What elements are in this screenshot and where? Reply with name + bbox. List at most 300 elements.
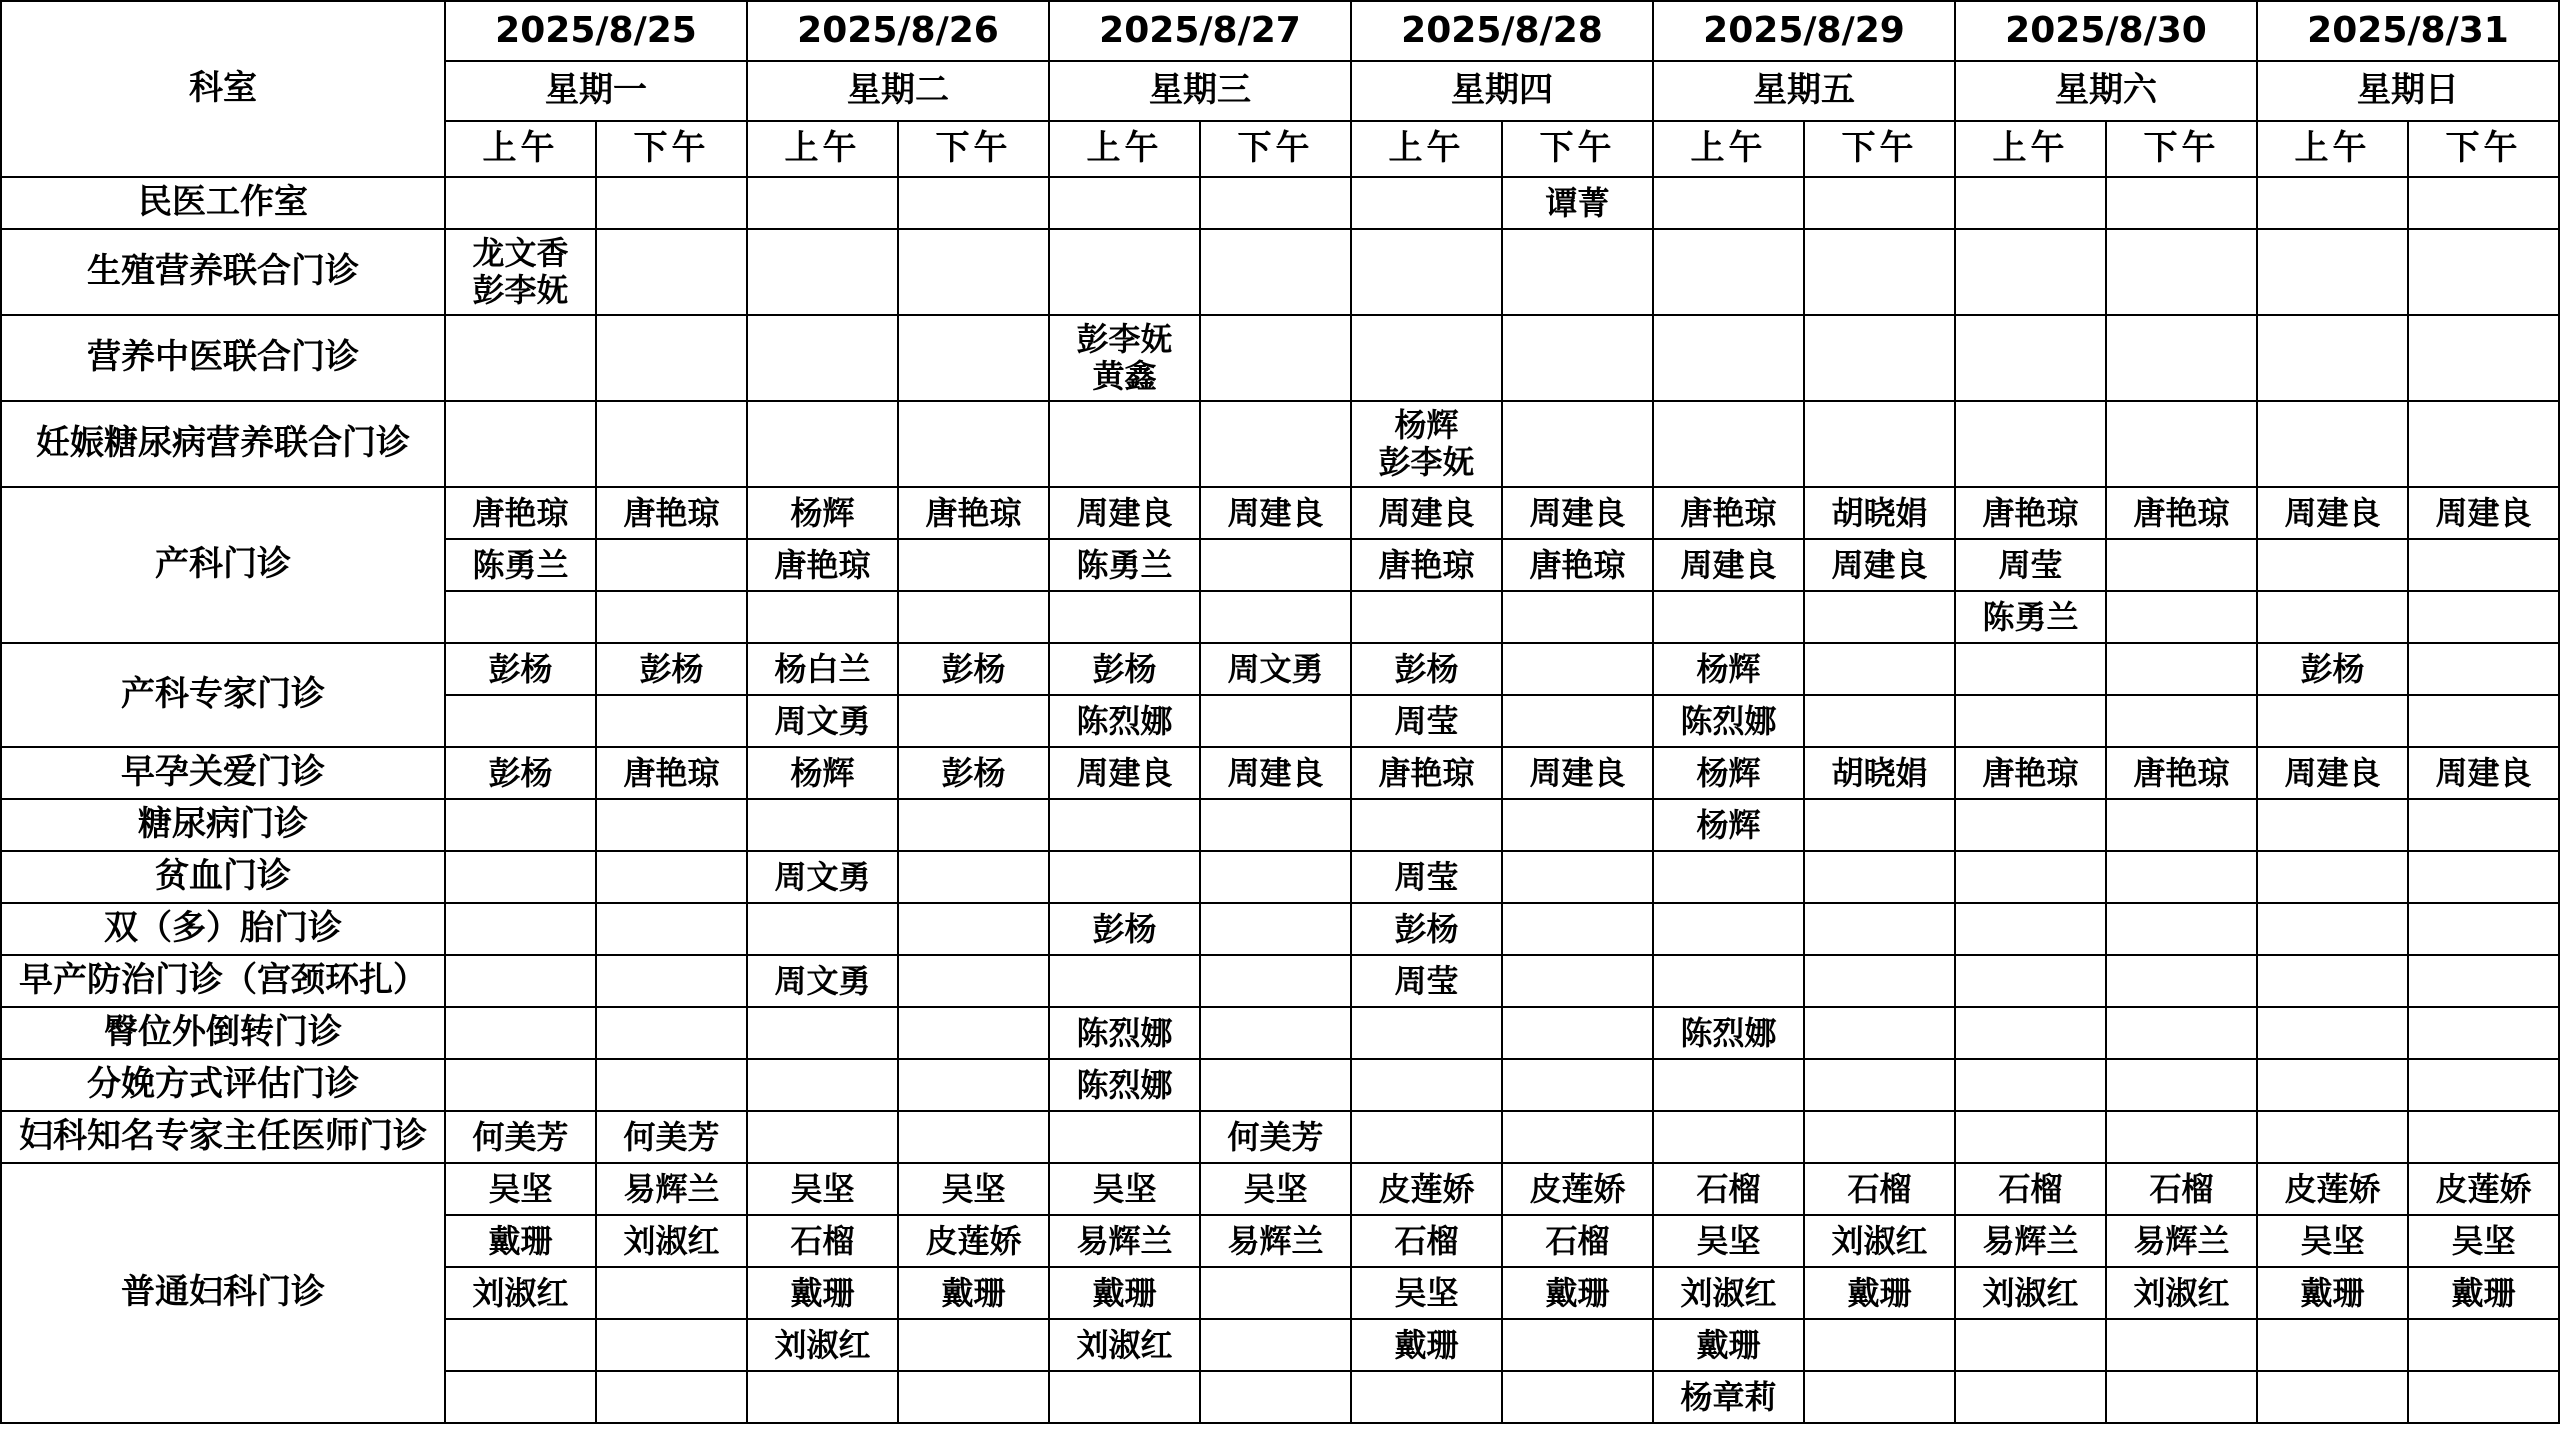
half-day-header: 下午 xyxy=(1805,122,1956,178)
doctor-cell xyxy=(1805,1112,1956,1164)
doctor-cell: 戴珊 xyxy=(2258,1268,2409,1320)
doctor-cell: 唐艳琼 xyxy=(1956,748,2107,800)
doctor-cell: 杨辉 xyxy=(1654,644,1805,696)
doctor-cell: 龙文香 彭李妩 xyxy=(446,230,597,316)
doctor-cell: 周莹 xyxy=(1352,956,1503,1008)
doctor-cell xyxy=(597,540,748,592)
doctor-cell xyxy=(1805,230,1956,316)
doctor-cell xyxy=(748,230,899,316)
doctor-cell xyxy=(597,316,748,402)
doctor-cell xyxy=(2258,1112,2409,1164)
doctor-cell xyxy=(1352,178,1503,230)
doctor-cell: 杨辉 xyxy=(1654,800,1805,852)
doctor-cell xyxy=(1201,1008,1352,1060)
doctor-cell: 彭杨 xyxy=(597,644,748,696)
doctor-cell xyxy=(1805,592,1956,644)
doctor-cell xyxy=(748,1060,899,1112)
doctor-cell xyxy=(1956,1112,2107,1164)
doctor-cell xyxy=(1805,1008,1956,1060)
doctor-cell xyxy=(2258,1060,2409,1112)
doctor-cell xyxy=(1956,402,2107,488)
half-day-header: 上午 xyxy=(748,122,899,178)
doctor-cell: 吴坚 xyxy=(1352,1268,1503,1320)
doctor-cell xyxy=(1956,644,2107,696)
doctor-cell xyxy=(2107,904,2258,956)
doctor-cell: 吴坚 xyxy=(2258,1216,2409,1268)
doctor-cell xyxy=(2409,1372,2560,1424)
doctor-cell xyxy=(2107,178,2258,230)
doctor-cell xyxy=(1503,1372,1654,1424)
doctor-cell: 谭菁 xyxy=(1503,178,1654,230)
doctor-cell xyxy=(1503,800,1654,852)
doctor-cell xyxy=(597,800,748,852)
date-header: 2025/8/31 xyxy=(2258,0,2560,62)
department-name: 产科专家门诊 xyxy=(0,644,446,748)
doctor-cell xyxy=(748,402,899,488)
doctor-cell: 周建良 xyxy=(1503,748,1654,800)
doctor-cell xyxy=(446,696,597,748)
doctor-cell: 何美芳 xyxy=(597,1112,748,1164)
doctor-cell xyxy=(446,800,597,852)
doctor-cell xyxy=(1503,904,1654,956)
doctor-cell: 周莹 xyxy=(1352,696,1503,748)
doctor-cell: 石榴 xyxy=(1503,1216,1654,1268)
doctor-cell xyxy=(748,1112,899,1164)
doctor-cell xyxy=(1050,178,1201,230)
doctor-cell: 戴珊 xyxy=(1654,1320,1805,1372)
doctor-cell: 刘淑红 xyxy=(1654,1268,1805,1320)
date-header: 2025/8/27 xyxy=(1050,0,1352,62)
doctor-cell xyxy=(2258,852,2409,904)
doctor-cell: 皮莲娇 xyxy=(2409,1164,2560,1216)
half-day-header: 下午 xyxy=(1503,122,1654,178)
doctor-cell xyxy=(899,1060,1050,1112)
doctor-cell: 唐艳琼 xyxy=(748,540,899,592)
half-day-header: 上午 xyxy=(2258,122,2409,178)
doctor-cell xyxy=(2107,1060,2258,1112)
doctor-cell xyxy=(2107,316,2258,402)
doctor-cell: 彭杨 xyxy=(899,748,1050,800)
doctor-cell xyxy=(899,316,1050,402)
doctor-cell: 刘淑红 xyxy=(748,1320,899,1372)
doctor-cell xyxy=(1352,1060,1503,1112)
doctor-cell: 周文勇 xyxy=(748,852,899,904)
doctor-cell xyxy=(1805,1372,1956,1424)
doctor-cell: 周建良 xyxy=(2409,488,2560,540)
doctor-cell xyxy=(2409,402,2560,488)
doctor-cell xyxy=(748,1008,899,1060)
doctor-cell xyxy=(1503,230,1654,316)
department-name: 产科门诊 xyxy=(0,488,446,644)
doctor-cell xyxy=(1503,1320,1654,1372)
doctor-cell xyxy=(1503,592,1654,644)
doctor-cell xyxy=(2107,540,2258,592)
doctor-cell xyxy=(2107,592,2258,644)
doctor-cell xyxy=(899,1008,1050,1060)
department-name: 营养中医联合门诊 xyxy=(0,316,446,402)
weekday-header: 星期六 xyxy=(1956,62,2258,122)
doctor-cell: 周建良 xyxy=(1201,488,1352,540)
doctor-cell: 皮莲娇 xyxy=(1352,1164,1503,1216)
doctor-cell: 陈勇兰 xyxy=(1956,592,2107,644)
doctor-cell: 彭杨 xyxy=(1352,904,1503,956)
doctor-cell xyxy=(597,178,748,230)
doctor-cell: 刘淑红 xyxy=(1956,1268,2107,1320)
doctor-cell xyxy=(899,956,1050,1008)
doctor-cell xyxy=(1503,1112,1654,1164)
doctor-cell xyxy=(1654,230,1805,316)
doctor-cell xyxy=(2409,230,2560,316)
doctor-cell xyxy=(1352,800,1503,852)
doctor-cell xyxy=(1956,1320,2107,1372)
doctor-cell: 吴坚 xyxy=(1201,1164,1352,1216)
doctor-cell: 戴珊 xyxy=(1352,1320,1503,1372)
doctor-cell xyxy=(2258,1320,2409,1372)
doctor-cell: 杨章莉 xyxy=(1654,1372,1805,1424)
doctor-cell: 彭杨 xyxy=(1050,644,1201,696)
doctor-cell xyxy=(899,696,1050,748)
doctor-cell xyxy=(748,316,899,402)
department-name: 普通妇科门诊 xyxy=(0,1164,446,1424)
doctor-cell: 石榴 xyxy=(748,1216,899,1268)
doctor-cell xyxy=(1805,956,1956,1008)
doctor-cell: 皮莲娇 xyxy=(899,1216,1050,1268)
weekday-header: 星期日 xyxy=(2258,62,2560,122)
doctor-cell: 彭杨 xyxy=(446,644,597,696)
doctor-cell xyxy=(1201,178,1352,230)
doctor-cell: 吴坚 xyxy=(446,1164,597,1216)
doctor-cell xyxy=(2409,800,2560,852)
doctor-cell xyxy=(1956,800,2107,852)
doctor-cell xyxy=(446,592,597,644)
doctor-cell xyxy=(597,852,748,904)
doctor-cell xyxy=(1201,1372,1352,1424)
doctor-cell: 戴珊 xyxy=(446,1216,597,1268)
doctor-cell: 唐艳琼 xyxy=(2107,748,2258,800)
doctor-cell xyxy=(899,592,1050,644)
doctor-cell xyxy=(1352,1372,1503,1424)
doctor-cell xyxy=(446,316,597,402)
doctor-cell xyxy=(1654,852,1805,904)
doctor-cell xyxy=(2258,800,2409,852)
doctor-cell xyxy=(597,592,748,644)
doctor-cell: 唐艳琼 xyxy=(1503,540,1654,592)
doctor-cell xyxy=(1805,904,1956,956)
doctor-cell: 石榴 xyxy=(1352,1216,1503,1268)
doctor-cell xyxy=(1201,1060,1352,1112)
doctor-cell xyxy=(899,1112,1050,1164)
doctor-cell xyxy=(1503,1060,1654,1112)
doctor-cell: 吴坚 xyxy=(2409,1216,2560,1268)
doctor-cell: 刘淑红 xyxy=(597,1216,748,1268)
doctor-cell xyxy=(1050,852,1201,904)
doctor-cell: 周文勇 xyxy=(748,956,899,1008)
doctor-cell xyxy=(597,696,748,748)
doctor-cell xyxy=(748,800,899,852)
date-header: 2025/8/28 xyxy=(1352,0,1654,62)
half-day-header: 上午 xyxy=(1352,122,1503,178)
doctor-cell xyxy=(2258,540,2409,592)
doctor-cell xyxy=(2258,402,2409,488)
doctor-cell: 周莹 xyxy=(1956,540,2107,592)
half-day-header: 下午 xyxy=(899,122,1050,178)
doctor-cell: 戴珊 xyxy=(1050,1268,1201,1320)
half-day-header: 上午 xyxy=(446,122,597,178)
doctor-cell xyxy=(1201,540,1352,592)
doctor-cell xyxy=(1050,592,1201,644)
doctor-cell xyxy=(597,1268,748,1320)
doctor-cell xyxy=(1956,956,2107,1008)
doctor-cell xyxy=(1201,904,1352,956)
doctor-cell xyxy=(2409,1060,2560,1112)
doctor-cell xyxy=(2409,1008,2560,1060)
doctor-cell xyxy=(2107,644,2258,696)
doctor-cell: 石榴 xyxy=(1805,1164,1956,1216)
doctor-cell: 杨辉 xyxy=(748,488,899,540)
doctor-cell xyxy=(1805,644,1956,696)
doctor-cell: 刘淑红 xyxy=(446,1268,597,1320)
doctor-cell xyxy=(1956,696,2107,748)
doctor-cell: 石榴 xyxy=(1956,1164,2107,1216)
doctor-cell xyxy=(1201,852,1352,904)
doctor-cell: 唐艳琼 xyxy=(597,488,748,540)
doctor-cell xyxy=(597,1320,748,1372)
doctor-cell xyxy=(1654,956,1805,1008)
department-name: 妇科知名专家主任医师门诊 xyxy=(0,1112,446,1164)
department-name: 双（多）胎门诊 xyxy=(0,904,446,956)
doctor-cell xyxy=(899,230,1050,316)
doctor-cell xyxy=(446,178,597,230)
doctor-cell xyxy=(2258,956,2409,1008)
doctor-cell: 胡晓娟 xyxy=(1805,748,1956,800)
doctor-cell: 易辉兰 xyxy=(1956,1216,2107,1268)
doctor-cell xyxy=(899,540,1050,592)
doctor-cell xyxy=(1201,956,1352,1008)
doctor-cell xyxy=(2258,316,2409,402)
doctor-cell xyxy=(1654,1060,1805,1112)
doctor-cell: 周建良 xyxy=(1503,488,1654,540)
doctor-cell xyxy=(1050,956,1201,1008)
half-day-header: 上午 xyxy=(1654,122,1805,178)
doctor-cell xyxy=(1805,852,1956,904)
doctor-cell xyxy=(2258,592,2409,644)
doctor-cell: 周建良 xyxy=(1654,540,1805,592)
doctor-cell xyxy=(2107,956,2258,1008)
doctor-cell xyxy=(1956,230,2107,316)
doctor-cell xyxy=(1956,852,2107,904)
doctor-cell xyxy=(899,800,1050,852)
doctor-cell xyxy=(446,852,597,904)
doctor-cell: 戴珊 xyxy=(899,1268,1050,1320)
doctor-cell: 胡晓娟 xyxy=(1805,488,1956,540)
doctor-cell xyxy=(1654,592,1805,644)
doctor-cell xyxy=(2409,178,2560,230)
doctor-cell xyxy=(2107,1008,2258,1060)
doctor-cell: 刘淑红 xyxy=(1805,1216,1956,1268)
doctor-cell xyxy=(1201,316,1352,402)
doctor-cell xyxy=(1805,800,1956,852)
doctor-cell xyxy=(1654,178,1805,230)
doctor-cell: 戴珊 xyxy=(748,1268,899,1320)
doctor-cell: 何美芳 xyxy=(446,1112,597,1164)
date-header: 2025/8/30 xyxy=(1956,0,2258,62)
doctor-cell xyxy=(2409,956,2560,1008)
doctor-cell: 周建良 xyxy=(1050,748,1201,800)
department-name: 妊娠糖尿病营养联合门诊 xyxy=(0,402,446,488)
doctor-cell xyxy=(2107,230,2258,316)
doctor-cell xyxy=(597,1372,748,1424)
doctor-cell: 吴坚 xyxy=(1050,1164,1201,1216)
doctor-cell xyxy=(2107,402,2258,488)
date-header: 2025/8/29 xyxy=(1654,0,1956,62)
doctor-cell xyxy=(899,852,1050,904)
doctor-cell: 唐艳琼 xyxy=(1654,488,1805,540)
doctor-cell xyxy=(1503,956,1654,1008)
doctor-cell xyxy=(1201,230,1352,316)
department-name: 生殖营养联合门诊 xyxy=(0,230,446,316)
doctor-cell: 杨辉 xyxy=(748,748,899,800)
department-name: 臀位外倒转门诊 xyxy=(0,1008,446,1060)
doctor-cell: 唐艳琼 xyxy=(597,748,748,800)
doctor-cell: 杨辉 彭李妩 xyxy=(1352,402,1503,488)
doctor-cell xyxy=(2409,904,2560,956)
doctor-cell xyxy=(1503,402,1654,488)
department-name: 民医工作室 xyxy=(0,178,446,230)
doctor-cell xyxy=(1503,644,1654,696)
doctor-cell xyxy=(1654,1112,1805,1164)
doctor-cell xyxy=(1352,230,1503,316)
doctor-cell xyxy=(899,402,1050,488)
doctor-cell xyxy=(2107,800,2258,852)
doctor-cell: 吴坚 xyxy=(899,1164,1050,1216)
doctor-cell: 何美芳 xyxy=(1201,1112,1352,1164)
doctor-cell: 周建良 xyxy=(1352,488,1503,540)
doctor-cell: 易辉兰 xyxy=(597,1164,748,1216)
doctor-cell: 唐艳琼 xyxy=(446,488,597,540)
doctor-cell: 唐艳琼 xyxy=(1352,748,1503,800)
doctor-cell xyxy=(597,956,748,1008)
doctor-cell: 皮莲娇 xyxy=(1503,1164,1654,1216)
doctor-cell xyxy=(1956,1008,2107,1060)
weekday-header: 星期一 xyxy=(446,62,748,122)
doctor-cell xyxy=(1503,696,1654,748)
doctor-cell: 陈烈娜 xyxy=(1050,1008,1201,1060)
doctor-cell: 彭杨 xyxy=(446,748,597,800)
doctor-cell xyxy=(899,1372,1050,1424)
doctor-cell xyxy=(1352,592,1503,644)
doctor-cell: 周莹 xyxy=(1352,852,1503,904)
doctor-cell: 吴坚 xyxy=(748,1164,899,1216)
doctor-cell: 彭李妩 黄鑫 xyxy=(1050,316,1201,402)
doctor-cell xyxy=(2409,316,2560,402)
doctor-cell: 吴坚 xyxy=(1654,1216,1805,1268)
doctor-cell xyxy=(597,1060,748,1112)
doctor-cell: 刘淑红 xyxy=(1050,1320,1201,1372)
doctor-cell: 易辉兰 xyxy=(2107,1216,2258,1268)
doctor-cell xyxy=(1805,316,1956,402)
doctor-cell xyxy=(1956,1060,2107,1112)
doctor-cell xyxy=(2258,178,2409,230)
doctor-cell: 周建良 xyxy=(1805,540,1956,592)
doctor-cell: 易辉兰 xyxy=(1201,1216,1352,1268)
doctor-cell xyxy=(1201,1268,1352,1320)
doctor-cell: 周文勇 xyxy=(1201,644,1352,696)
doctor-cell xyxy=(1956,904,2107,956)
doctor-cell: 戴珊 xyxy=(2409,1268,2560,1320)
doctor-cell xyxy=(446,956,597,1008)
date-header: 2025/8/25 xyxy=(446,0,748,62)
doctor-cell xyxy=(597,1008,748,1060)
half-day-header: 上午 xyxy=(1956,122,2107,178)
doctor-cell xyxy=(1805,1320,1956,1372)
doctor-cell xyxy=(1503,852,1654,904)
doctor-cell xyxy=(2258,1008,2409,1060)
weekday-header: 星期五 xyxy=(1654,62,1956,122)
doctor-cell: 杨白兰 xyxy=(748,644,899,696)
department-name: 早产防治门诊（宫颈环扎） xyxy=(0,956,446,1008)
doctor-cell xyxy=(2107,1320,2258,1372)
doctor-cell: 皮莲娇 xyxy=(2258,1164,2409,1216)
doctor-cell: 彭杨 xyxy=(1050,904,1201,956)
doctor-cell xyxy=(1503,1008,1654,1060)
doctor-cell xyxy=(1805,402,1956,488)
doctor-cell xyxy=(1201,402,1352,488)
doctor-cell: 刘淑红 xyxy=(2107,1268,2258,1320)
doctor-cell xyxy=(1352,316,1503,402)
weekday-header: 星期三 xyxy=(1050,62,1352,122)
department-name: 糖尿病门诊 xyxy=(0,800,446,852)
doctor-cell xyxy=(1201,1320,1352,1372)
doctor-cell xyxy=(2409,852,2560,904)
doctor-cell: 彭杨 xyxy=(899,644,1050,696)
doctor-cell: 唐艳琼 xyxy=(899,488,1050,540)
doctor-cell xyxy=(2258,904,2409,956)
doctor-cell xyxy=(2409,540,2560,592)
doctor-cell xyxy=(1805,696,1956,748)
doctor-cell xyxy=(2409,644,2560,696)
doctor-cell: 戴珊 xyxy=(1805,1268,1956,1320)
half-day-header: 下午 xyxy=(597,122,748,178)
doctor-cell: 陈勇兰 xyxy=(446,540,597,592)
doctor-cell xyxy=(2258,696,2409,748)
doctor-cell xyxy=(2107,696,2258,748)
doctor-cell xyxy=(899,1320,1050,1372)
doctor-cell: 周建良 xyxy=(2409,748,2560,800)
doctor-cell xyxy=(446,1008,597,1060)
doctor-cell xyxy=(446,1060,597,1112)
doctor-cell: 周建良 xyxy=(2258,488,2409,540)
doctor-cell: 唐艳琼 xyxy=(2107,488,2258,540)
doctor-cell xyxy=(1503,316,1654,402)
half-day-header: 下午 xyxy=(1201,122,1352,178)
doctor-cell: 彭杨 xyxy=(2258,644,2409,696)
doctor-cell xyxy=(446,1372,597,1424)
doctor-cell: 周建良 xyxy=(1201,748,1352,800)
doctor-cell xyxy=(899,904,1050,956)
doctor-cell xyxy=(748,178,899,230)
doctor-cell xyxy=(1050,230,1201,316)
doctor-cell xyxy=(2409,1112,2560,1164)
doctor-cell xyxy=(1201,696,1352,748)
doctor-cell: 陈烈娜 xyxy=(1654,696,1805,748)
doctor-cell xyxy=(2409,592,2560,644)
doctor-cell xyxy=(1956,1372,2107,1424)
doctor-cell xyxy=(2258,230,2409,316)
doctor-cell xyxy=(2409,696,2560,748)
doctor-cell xyxy=(1352,1112,1503,1164)
doctor-cell xyxy=(748,592,899,644)
doctor-cell xyxy=(1805,1060,1956,1112)
